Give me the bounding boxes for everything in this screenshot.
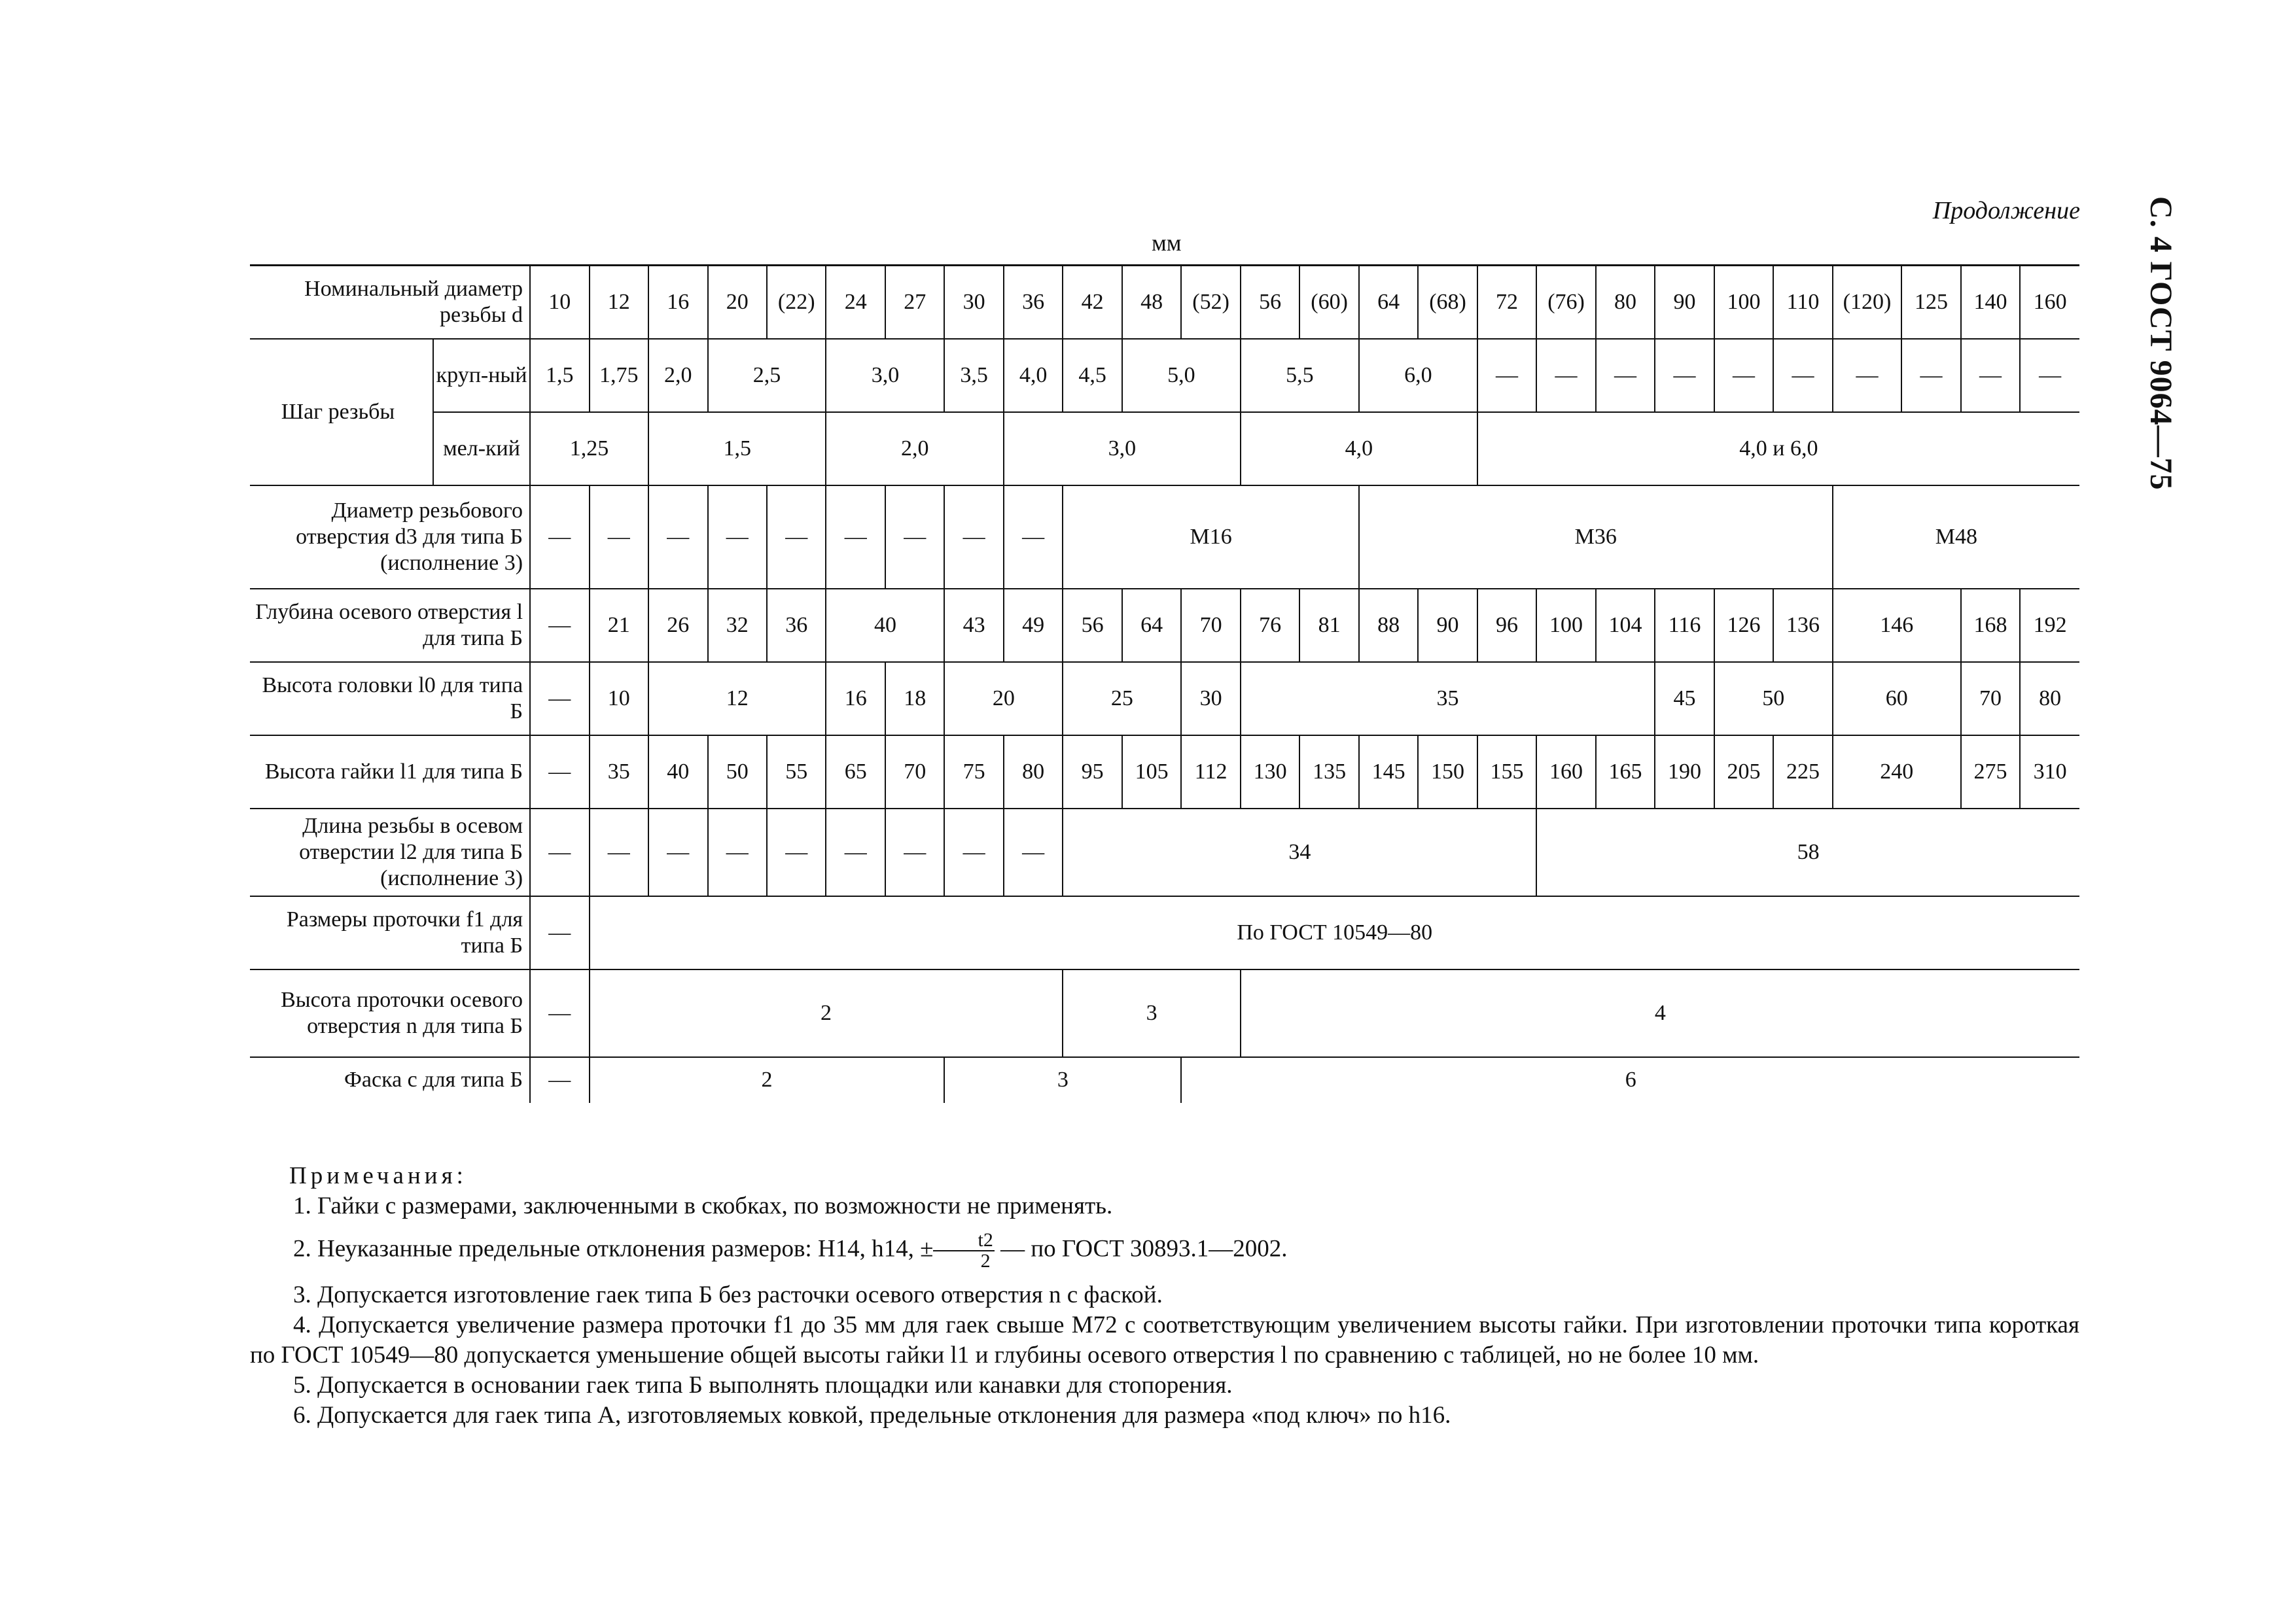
table-cell: 225: [1773, 735, 1832, 809]
dimensions-table: [250, 264, 2079, 1103]
table-cell: —: [708, 809, 767, 896]
table-cell: М48: [1833, 485, 2079, 589]
table-cell: 146: [1833, 589, 1961, 662]
table-cell: 105: [1122, 735, 1181, 809]
table-cell: —: [530, 969, 589, 1057]
row-label-pitch-fine: мел-кий: [433, 412, 530, 485]
table-cell: 4,0: [1004, 339, 1063, 412]
table-row: [250, 1057, 2079, 1103]
table-cell: 160: [1536, 735, 1595, 809]
note-2: 2. Неуказанные предельные отклонения размеров: H14, h14, ± $\frac{t2}{2}$ — по ГОСТ 30893.1—2002.: [293, 1229, 1288, 1272]
table-cell: 27: [885, 266, 944, 339]
table-row: [250, 339, 2079, 412]
table-cell: (120): [1833, 266, 1902, 339]
table-cell: —: [708, 485, 767, 589]
table-cell: 110: [1773, 266, 1832, 339]
table-cell: 126: [1714, 589, 1773, 662]
table-cell: 60: [1833, 662, 1961, 735]
table-cell: 4: [1241, 969, 2079, 1057]
table-cell: 4,0 и 6,0: [1477, 412, 2079, 485]
table-cell: 3: [1063, 969, 1240, 1057]
table-cell: 40: [826, 589, 944, 662]
table-cell: 3: [944, 1057, 1181, 1103]
table-cell: 4,5: [1063, 339, 1122, 412]
table-cell: —: [530, 896, 589, 969]
table-cell: 168: [1961, 589, 2020, 662]
table-cell: 55: [767, 735, 826, 809]
table-cell: —: [944, 485, 1003, 589]
table-cell: По ГОСТ 10549—80: [590, 896, 2079, 969]
table-cell: 112: [1181, 735, 1240, 809]
table-cell: —: [885, 809, 944, 896]
row-label: Фаска c для типа Б: [250, 1057, 530, 1103]
table-cell: (68): [1418, 266, 1477, 339]
table-cell: 190: [1655, 735, 1714, 809]
table-cell: 50: [708, 735, 767, 809]
table-cell: 40: [648, 735, 707, 809]
table-cell: —: [826, 485, 885, 589]
table-cell: 5,0: [1122, 339, 1241, 412]
table-cell: —: [1477, 339, 1536, 412]
table-cell: 104: [1596, 589, 1655, 662]
table-cell: 36: [1004, 266, 1063, 339]
table-cell: 88: [1359, 589, 1418, 662]
table-cell: 1,25: [530, 412, 648, 485]
table-cell: —: [944, 809, 1003, 896]
table-cell: —: [530, 485, 589, 589]
note-3: 3. Допускается изготовление гаек типа Б без расточки осевого отверстия n с фаской.: [293, 1282, 1163, 1308]
table-cell: 3,0: [1004, 412, 1241, 485]
table-cell: 160: [2020, 266, 2079, 339]
table-row: [250, 896, 2079, 969]
table-cell: 70: [1181, 589, 1240, 662]
table-cell: 2: [590, 1057, 945, 1103]
table-cell: 16: [826, 662, 885, 735]
table-cell: —: [1773, 339, 1832, 412]
table-cell: —: [1004, 809, 1063, 896]
table-cell: 1,5: [648, 412, 826, 485]
table-cell: —: [885, 485, 944, 589]
note-4: 4. Допускается увеличение размера проточки f1 до 35 мм для гаек свыше М72 с соответствующим увеличением высоты гайки. При изготовлении проточки типа короткая по ГОСТ 10549—80 допускается уменьшение общей высоты гайки l1 и глубины осевого отверстия l по сравнению с таблицей, но не более 10 мм.: [250, 1312, 2079, 1369]
table-cell: 90: [1418, 589, 1477, 662]
table-cell: —: [767, 809, 826, 896]
table-cell: 35: [590, 735, 648, 809]
table-cell: —: [648, 485, 707, 589]
table-cell: 6: [1181, 1057, 2079, 1103]
note-1: 1. Гайки с размерами, заключенными в скобках, по возможности не применять.: [293, 1193, 1113, 1219]
row-label: Глубина осевого отверстия l для типа Б: [250, 589, 530, 662]
notes: [250, 1161, 2079, 1431]
table-cell: 192: [2020, 589, 2079, 662]
table-cell: 45: [1655, 662, 1714, 735]
table-cell: 90: [1655, 266, 1714, 339]
table-cell: 135: [1299, 735, 1358, 809]
table-cell: —: [1655, 339, 1714, 412]
table-cell: 20: [944, 662, 1063, 735]
table-cell: 24: [826, 266, 885, 339]
table-cell: —: [590, 809, 648, 896]
table-cell: 95: [1063, 735, 1122, 809]
continuation-label: Продолжение: [1932, 197, 2080, 224]
table-cell: 5,5: [1241, 339, 1359, 412]
table-cell: —: [767, 485, 826, 589]
table-cell: 116: [1655, 589, 1714, 662]
table-cell: 100: [1714, 266, 1773, 339]
table-cell: 76: [1241, 589, 1299, 662]
side-page-label: С. 4 ГОСТ 9064—75: [2144, 196, 2178, 491]
row-label: Высота гайки l1 для типа Б: [250, 735, 530, 809]
note-2-fraction: $\frac{t2}{2}$: [933, 1230, 994, 1271]
table-row: [250, 809, 2079, 896]
table-cell: 18: [885, 662, 944, 735]
table-row: [250, 589, 2079, 662]
table-cell: (52): [1181, 266, 1240, 339]
table-cell: —: [1004, 485, 1063, 589]
table-cell: 136: [1773, 589, 1832, 662]
table-cell: 12: [590, 266, 648, 339]
table-cell: 64: [1359, 266, 1418, 339]
table-cell: 49: [1004, 589, 1063, 662]
row-label: Высота головки l0 для типа Б: [250, 662, 530, 735]
row-label: Длина резьбы в осевом отверстии l2 для типа Б (исполнение 3): [250, 809, 530, 896]
table-cell: 65: [826, 735, 885, 809]
table-cell: 130: [1241, 735, 1299, 809]
table-cell: (22): [767, 266, 826, 339]
table-cell: (76): [1536, 266, 1595, 339]
table-cell: 1,75: [590, 339, 648, 412]
table-cell: 2,0: [648, 339, 707, 412]
table-cell: —: [530, 589, 589, 662]
table-cell: 2: [590, 969, 1063, 1057]
table-cell: —: [1833, 339, 1902, 412]
table-row: [250, 412, 2079, 485]
table-row: [250, 266, 2079, 339]
table-cell: 165: [1596, 735, 1655, 809]
unit-label: мм: [1152, 230, 1182, 256]
table-cell: 30: [1181, 662, 1240, 735]
row-label: Размеры проточки f1 для типа Б: [250, 896, 530, 969]
table-cell: 34: [1063, 809, 1536, 896]
table-cell: 20: [708, 266, 767, 339]
table-cell: 155: [1477, 735, 1536, 809]
table-cell: 150: [1418, 735, 1477, 809]
table-cell: 56: [1241, 266, 1299, 339]
table-cell: 16: [648, 266, 707, 339]
table-cell: 2,5: [708, 339, 826, 412]
notes-title: Примечания:: [289, 1162, 467, 1189]
table-cell: 25: [1063, 662, 1181, 735]
note-5: 5. Допускается в основании гаек типа Б выполнять площадки или канавки для стопорения.: [293, 1372, 1233, 1399]
table-row: [250, 485, 2079, 589]
table-cell: 275: [1961, 735, 2020, 809]
table-cell: 1,5: [530, 339, 589, 412]
table-cell: 43: [944, 589, 1003, 662]
row-label: Диаметр резьбового отверстия d3 для типа Б (исполнение 3): [250, 485, 530, 589]
table-cell: М36: [1359, 485, 1833, 589]
table-cell: 4,0: [1241, 412, 1477, 485]
table-cell: 42: [1063, 266, 1122, 339]
table-cell: 35: [1241, 662, 1655, 735]
table-cell: 21: [590, 589, 648, 662]
table-cell: 2,0: [826, 412, 1003, 485]
table-cell: —: [530, 809, 589, 896]
table-cell: —: [2020, 339, 2079, 412]
table-cell: 26: [648, 589, 707, 662]
table-cell: 32: [708, 589, 767, 662]
table-cell: —: [826, 809, 885, 896]
table-cell: —: [648, 809, 707, 896]
table-cell: 96: [1477, 589, 1536, 662]
table-cell: 36: [767, 589, 826, 662]
table-cell: 56: [1063, 589, 1122, 662]
table-cell: 100: [1536, 589, 1595, 662]
table-cell: 10: [590, 662, 648, 735]
table-cell: 48: [1122, 266, 1181, 339]
table-cell: 205: [1714, 735, 1773, 809]
table-cell: —: [530, 662, 589, 735]
table-cell: М16: [1063, 485, 1358, 589]
table-cell: 80: [1004, 735, 1063, 809]
table-cell: 310: [2020, 735, 2079, 809]
table-cell: 145: [1359, 735, 1418, 809]
table-cell: 6,0: [1359, 339, 1477, 412]
table-cell: 140: [1961, 266, 2020, 339]
table-row: [250, 735, 2079, 809]
table-cell: —: [530, 735, 589, 809]
table-cell: 80: [2020, 662, 2079, 735]
table-cell: 30: [944, 266, 1003, 339]
table-cell: 50: [1714, 662, 1833, 735]
table-cell: —: [1961, 339, 2020, 412]
table-cell: —: [590, 485, 648, 589]
table-cell: 80: [1596, 266, 1655, 339]
row-label-pitch-coarse: круп-ный: [433, 339, 530, 412]
table-cell: —: [1536, 339, 1595, 412]
table-cell: —: [1901, 339, 1960, 412]
table-cell: —: [1714, 339, 1773, 412]
table-cell: 75: [944, 735, 1003, 809]
table-cell: (60): [1299, 266, 1358, 339]
table-cell: —: [1596, 339, 1655, 412]
table-cell: 12: [648, 662, 826, 735]
table-cell: 70: [885, 735, 944, 809]
table-cell: 64: [1122, 589, 1181, 662]
table-row: [250, 969, 2079, 1057]
table-cell: —: [530, 1057, 589, 1103]
table-cell: 72: [1477, 266, 1536, 339]
note-6: 6. Допускается для гаек типа А, изготовляемых ковкой, предельные отклонения для размера «под ключ» по h16.: [293, 1402, 1451, 1429]
table-cell: 125: [1901, 266, 1960, 339]
table-cell: 3,0: [826, 339, 944, 412]
row-label-diameter: Номинальный диаметр резьбы d: [250, 266, 530, 339]
table-row: [250, 662, 2079, 735]
row-label: Высота проточки осевого отверстия n для типа Б: [250, 969, 530, 1057]
table-cell: 58: [1536, 809, 2079, 896]
table-cell: 81: [1299, 589, 1358, 662]
table-cell: 240: [1833, 735, 1961, 809]
table-cell: 3,5: [944, 339, 1003, 412]
table-cell: 10: [530, 266, 589, 339]
row-label-pitch: Шаг резьбы: [250, 339, 433, 485]
table-cell: 70: [1961, 662, 2020, 735]
